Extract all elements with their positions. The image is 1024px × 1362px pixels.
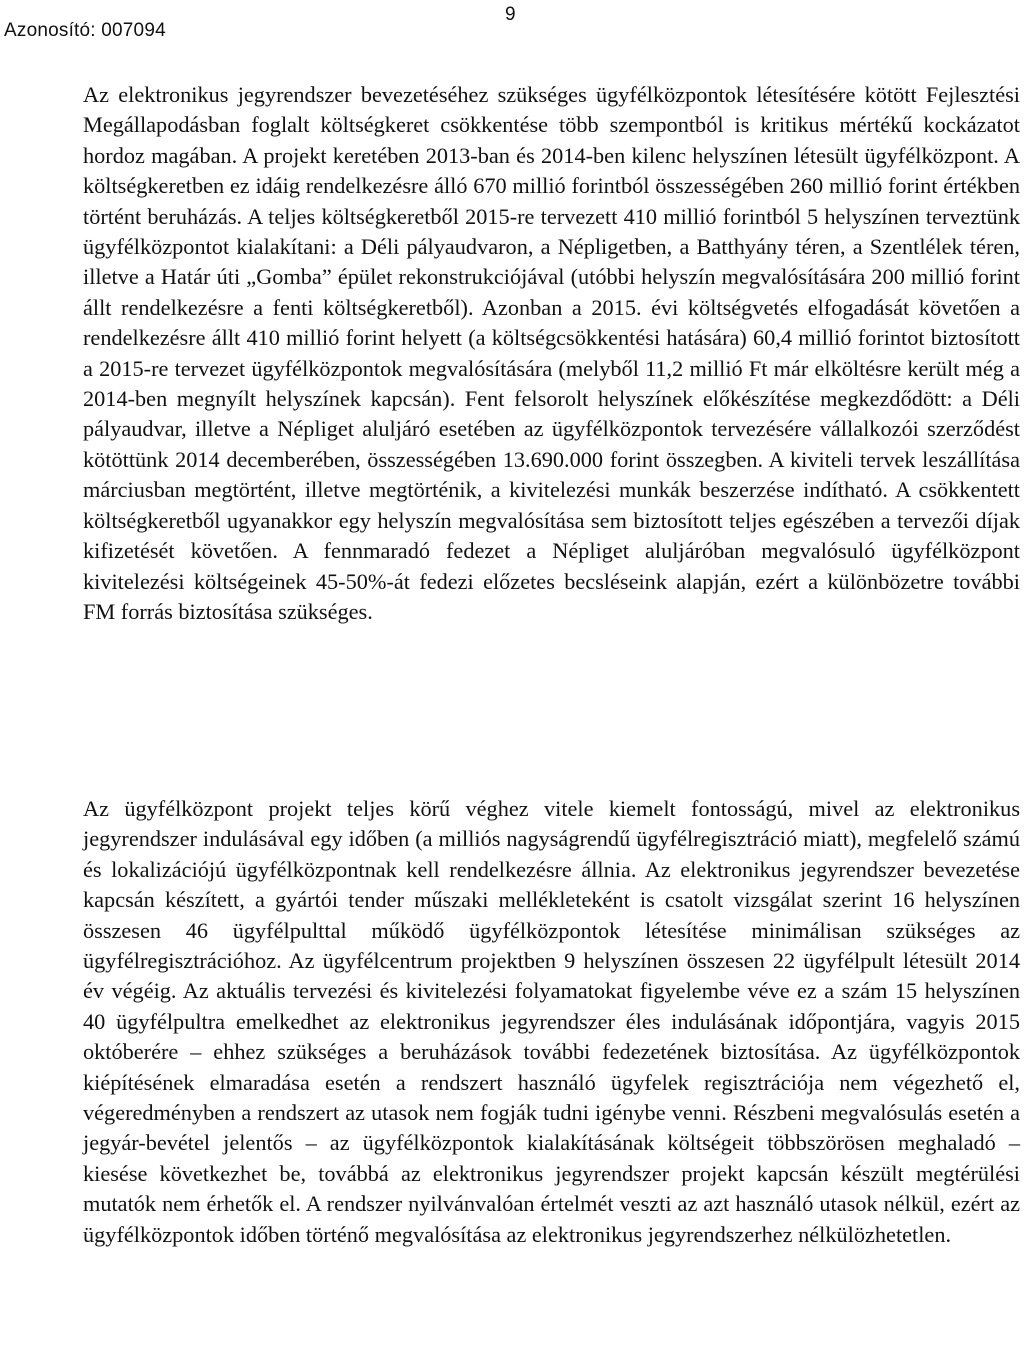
document-identifier: Azonosító: 007094 — [4, 20, 166, 41]
body-paragraph: Az elektronikus jegyrendszer bevezetéséhez szükséges ügyfélközpontok létesítésére kötött Fejlesztési Megállapodásban foglalt költségkeret csökkentése több szempontból is kritikus mértékű kockázatot hordoz magában. A projekt keretében 2013-ban és 2014-ben kilenc helyszínen létesült ügyfélközpont. A költségkeretben ez idáig rendelkezésre álló 670 millió forintból összességében 260 millió forint értékben történt beruházás. A teljes költségkeretből 2015-re tervezett 410 millió forintból 5 helyszínen terveztünk ügyfélközpontot kialakítani: a Déli pályaudvaron, a Népligetben, a Batthyány téren, a Szentlélek téren, illetve a Határ úti „Gomba” épület rekonstrukciójával (utóbbi helyszín megvalósítására 200 millió forint állt rendelkezésre a fenti költségkeretből). Azonban a 2015. évi költségvetés elfogadását követően a rendelkezésre állt 410 millió forint helyett (a költségcsökkentési hatására) 60,4 millió forintot biztosított a 2015-re tervezet ügyfélközpontok megvalósítására (melyből 11,2 millió Ft már elköltésre került még a 2014-ben megnyílt helyszínek kapcsán). Fent felsorolt helyszínek előkészítése megkezdődött: a Déli pályaudvar, illetve a Népliget aluljáró esetében az ügyfélközpontok tervezésére vállalkozói szerződést kötöttünk 2014 decemberében, összességében 13.690.000 forint összegben. A kiviteli tervek leszállítása márciusban megtörtént, illetve megtörténik, a kivitelezési munkák beszerzése indítható. A csökkentett költségkeretből ugyanakkor egy helyszín megvalósítása sem biztosított teljes egészében a tervezői díjak kifizetését követően. A fennmaradó fedezet a Népliget aluljáróban megvalósuló ügyfélközpont kivitelezési költségeinek 45-50%-át fedezi előzetes becsléseink alapján, ezért a különbözetre további FM forrás biztosítása szükséges. — [83, 82, 1020, 624]
page-number: 9 — [505, 4, 516, 25]
body-paragraph: Az ügyfélközpont projekt teljes körű véghez vitele kiemelt fontosságú, mivel az elektronikus jegyrendszer indulásával egy időben (a milliós nagyságrendű ügyfélregisztráció miatt), megfelelő számú és lokalizációjú ügyfélközpontnak kell rendelkezésre állnia. Az elektronikus jegyrendszer bevezetése kapcsán készített, a gyártói tender műszaki mellékleteként is csatolt vizsgálat szerint 16 helyszínen összesen 46 ügyfélpulttal működő ügyfélközpontok létesítése minimálisan szükséges az ügyfélregisztrációhoz. Az ügyfélcentrum projektben 9 helyszínen összesen 22 ügyfélpult létesült 2014 év végéig. Az aktuális tervezési és kivitelezési folyamatokat figyelembe véve ez a szám 15 helyszínen 40 ügyfélpultra emelkedhet az elektronikus jegyrendszer éles indulásának időpontjára, vagyis 2015 októberére – ehhez szükséges a beruházások további fedezetének biztosítása. Az ügyfélközpontok kiépítésének elmaradása esetén a rendszert használó ügyfelek regisztrációja nem végezhető el, végeredményben a rendszert az utasok nem fogják tudni igénybe venni. Részbeni megvalósulás esetén a jegyár-bevétel jelentős – az ügyfélközpontok kialakításának költségeit többszörösen meghaladó – kiesése következhet be, továbbá az elektronikus jegyrendszer projekt kapcsán készült megtérülési mutatók nem érhetők el. A rendszer nyilvánvalóan értelmét veszti az azt használó utasok nélkül, ezért az ügyfélközpontok időben történő megvalósítása az elektronikus jegyrendszerhez nélkülözhetetlen. — [83, 796, 1020, 1247]
